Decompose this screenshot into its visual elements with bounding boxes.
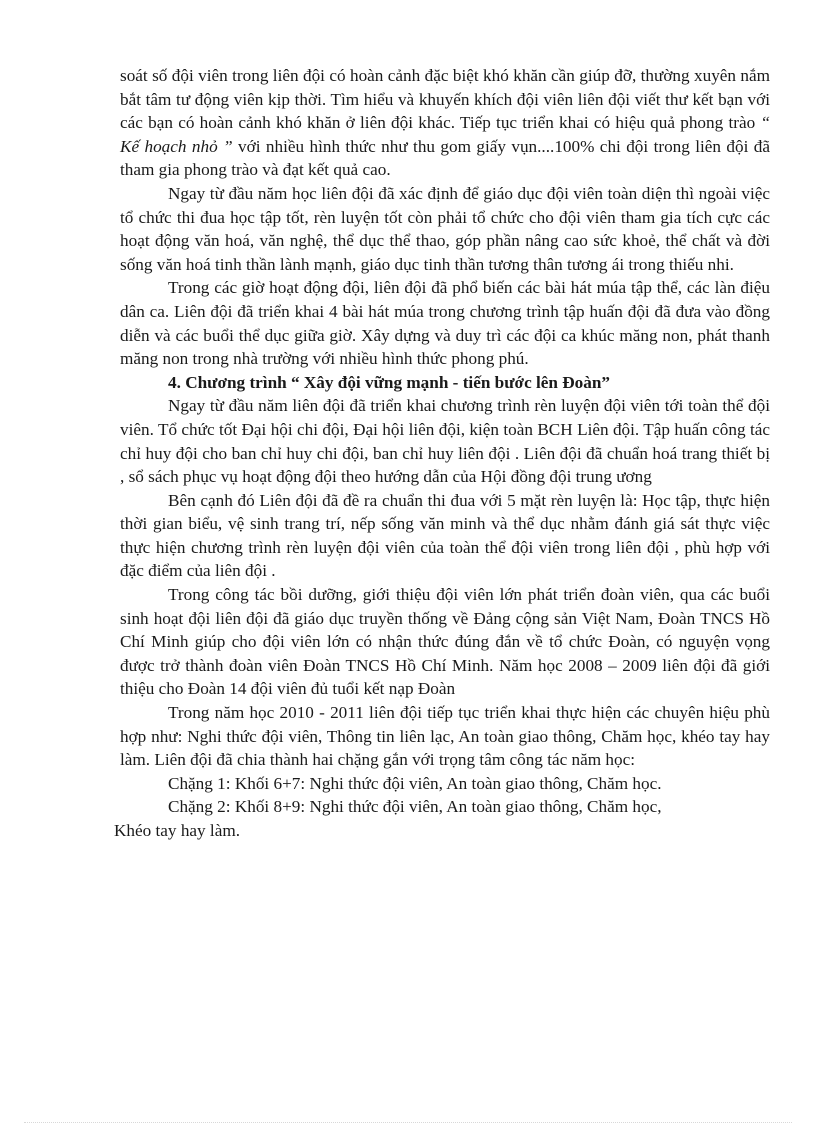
paragraph-boi-duong: Trong công tác bồi dưỡng, giới thiệu đội viên lớn phát triển đoàn viên, qua các buổi sinh hoạt đội liên đội đã giáo dục truyền thống về Đảng cộng sản Việt Nam, Đoàn TNCS Hồ Chí Minh giúp cho đội viên lớn có nhận thức đúng đắn về tổ chức Đoàn, có nguyện vọng được trở thành đoàn viên Đoàn TNCS Hồ Chí Minh. Năm học 2008 – 2009 liên đội đã giới thiệu cho Đoàn 14 đội viên đủ tuổi kết nạp Đoàn bbox=[120, 585, 770, 699]
paragraph-toan-dien: Ngay từ đầu năm học liên đội đã xác định để giáo dục đội viên toàn diện thì ngoài việc tổ chức thi đua học tập tốt, rèn luyện tốt còn phải tổ chức cho đội viên tham gia tích cực các hoạt động văn hoá, văn nghệ, thể dục thể thao, góp phần nâng cao sức khoẻ, thể chất và đời sống văn hoá tinh thần lành mạnh, giáo dục tinh thần tương thân tương ái trong thiếu nhi. bbox=[120, 183, 770, 274]
paragraph-gio-hoat-dong: Trong các giờ hoạt động đội, liên đội đã phổ biến các bài hát múa tập thể, các làn điệu dân ca. Liên đội đã triển khai 4 bài hát múa trong chương trình tập huấn đội đã đưa vào đồng diễn và các buổi thể dục giữa giờ. Xây dựng và duy trì các đội ca khúc măng non, phát thanh măng non trong nhà trường với nhiều hình thức phong phú. bbox=[120, 278, 770, 369]
paragraph-chuan-thi-dua: Bên cạnh đó Liên đội đã đề ra chuẩn thi đua với 5 mặt rèn luyện là: Học tập, thực hiện thời gian biểu, vệ sinh trang trí, nếp sống văn minh và thể dục nhằm đánh giá sát thực việc thực hiện chương trình rèn luyện đội viên của toàn thể đội viên trong liên đội , phù hợp với đặc điểm của liên đội . bbox=[120, 490, 770, 581]
paragraph-text: soát số đội viên trong liên đội có hoàn cảnh đặc biệt khó khăn cần giúp đỡ, thường xuyên nắm bắt tâm tư động viên kịp thời. Tìm hiểu và khuyến khích đội viên liên đội viết thư kết bạn với các bạn có hoàn cảnh khó khăn ở liên đội khác. Tiếp tục triển khai có hiệu quả phong trào bbox=[120, 66, 770, 133]
list-item-chang-2-continued: Khéo tay hay làm. bbox=[114, 821, 241, 840]
list-item-chang-2: Chặng 2: Khối 8+9: Nghi thức đội viên, An toàn giao thông, Chăm học, bbox=[168, 797, 662, 817]
paragraph-continued bbox=[120, 64, 770, 182]
section-heading: 4. Chương trình “ Xây đội vững mạnh - tiến bước lên Đoàn” bbox=[168, 372, 611, 392]
paragraph-text-after: với nhiều hình thức như thu gom giấy vụn....100% chi đội trong liên đội đã tham gia phong trào và đạt kết quả cao. bbox=[120, 136, 770, 180]
document-body bbox=[114, 64, 770, 843]
list-item-chang-1: Chặng 1: Khối 6+7: Nghi thức đội viên, An toàn giao thông, Chăm học. bbox=[168, 773, 662, 793]
paragraph-ren-luyen: Ngay từ đầu năm liên đội đã triển khai chương trình rèn luyện đội viên tới toàn thể đội viên. Tổ chức tốt Đại hội chi đội, Đại hội liên đội, kiện toàn BCH Liên đội. Tập huấn công tác chỉ huy đội cho ban chỉ huy chi đội, ban chỉ huy liên đội . Liên đội đã chuẩn hoá trang thiết bị , sổ sách phục vụ hoạt động đội theo hướng dẫn của Hội đồng đội trung ương bbox=[120, 396, 770, 487]
quoted-program-name: “ Kế hoạch nhỏ ” bbox=[120, 113, 770, 156]
paragraph-nam-hoc: Trong năm học 2010 - 2011 liên đội tiếp tục triển khai thực hiện các chuyên hiệu phù hợp như: Nghi thức đội viên, Thông tin liên lạc, An toàn giao thông, Chăm học, khéo tay hay làm. Liên đội đã chia thành hai chặng gắn với trọng tâm công tác năm học: bbox=[120, 703, 770, 770]
